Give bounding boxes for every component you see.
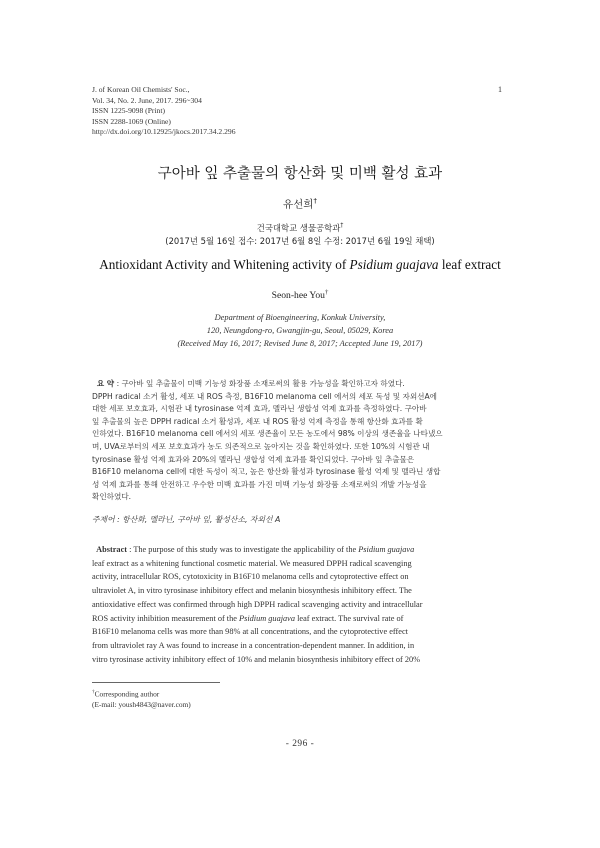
journal-volume: Vol. 34, No. 2. June, 2017. 296~304	[92, 95, 202, 105]
english-author	[0, 289, 600, 301]
korean-affiliation-mark: †	[340, 223, 344, 229]
korean-author	[0, 196, 600, 212]
english-dates: (Received May 16, 2017; Revised June 8, 2017; Accepted June 19, 2017)	[177, 339, 423, 349]
korean-abstract-line: 며, UVA로부터의 세포 보호효과가 농도 의존적으로 높아지는 것을 확인하였다. 또한 10%의 시험관 내	[92, 441, 430, 451]
english-affiliation-line1: Department of Bioengineering, Konkuk University,	[214, 313, 386, 322]
korean-keywords: 주제어 : 항산화, 멜라닌, 구아바 잎, 활성산소, 자외선 A	[92, 515, 281, 524]
korean-abstract-line: 인하였다. B16F10 melanoma cell 에서의 세포 생존율이 모든 농도에서 98% 이상의 생존율을 나타냈으	[92, 429, 443, 439]
english-abstract-line: vitro tyrosinase activity inhibitory effect of 10% and melanin biosynthesis inhibitory effect of 20%	[92, 654, 421, 664]
english-affiliation-block	[0, 311, 600, 351]
english-abstract-line: B16F10 melanoma cells was more than 98% at all concentrations, and the cytoprotective effect	[92, 627, 408, 637]
korean-title: 구아바 잎 추출물의 항산화 및 미백 활성 효과	[157, 166, 443, 182]
page-footer: - 296 -	[285, 739, 315, 749]
korean-abstract-line: tyrosinase 활성 억제 효과와 20%의 멜라닌 생합성 억제 효과를 확인되었다. 구아바 잎 추출물은	[92, 454, 415, 464]
english-author-name: Seon-hee You	[271, 290, 325, 302]
footnote-divider	[92, 682, 220, 683]
english-abstract-label: Abstract	[96, 545, 128, 554]
korean-abstract-line: 확인하였다.	[92, 492, 132, 502]
korean-abstract-line: 요 약 : 구아바 잎 추출물이 미백 기능성 화장품 소재로써의 활용 가능성을 확인하고자 하였다.	[96, 379, 405, 388]
footnote	[92, 687, 191, 710]
korean-author-name: 유선희	[282, 198, 314, 211]
english-title-species: Psidium guajava	[349, 257, 439, 272]
korean-abstract-label: 요 약	[96, 379, 115, 388]
footnote-mark: †	[92, 689, 95, 695]
english-affiliation-line2: 120, Neungdong-ro, Gwangjin-gu, Seoul, 05029, Korea	[206, 326, 394, 336]
korean-affiliation: 건국대학교 생물공학과	[256, 222, 341, 233]
english-author-mark: †	[324, 289, 329, 296]
korean-abstract-line: B16F10 melanoma cell에 대한 독성이 적고, 높은 항산화 활성과 tyrosinase 활성 억제 및 멜라닌 생합	[92, 467, 441, 477]
english-title-pre: Antioxidant Activity and Whitening activity of	[99, 257, 350, 272]
english-abstract-line: Abstract : The purpose of this study was to investigate the applicability of the Psidium guajava	[96, 545, 415, 554]
english-abstract	[92, 543, 508, 666]
journal-name: J. of Korean Oil Chemists' Soc.,	[92, 85, 190, 94]
english-title	[0, 257, 600, 273]
page-index: 1	[498, 85, 502, 94]
korean-abstract-line: DPPH radical 소거 활성, 세포 내 ROS 측정, B16F10 melanoma cell 에서의 세포 독성 및 자외선A에	[92, 391, 438, 401]
english-abstract-line: from ultraviolet ray A was found to increase in a concentration-dependent manner. In addition, in	[92, 640, 415, 650]
korean-affiliation-block	[0, 220, 600, 248]
korean-abstract-line: 성 억제 효과를 통해 안전하고 우수한 미백 효과를 가진 미백 기능성 화장품 소재로써의 개발 가능성을	[92, 479, 427, 489]
english-title-post: leaf extract	[438, 257, 501, 272]
footnote-email: (E-mail: yoush4843@naver.com)	[92, 700, 191, 710]
journal-header	[92, 85, 236, 138]
korean-author-mark: †	[313, 196, 318, 205]
english-abstract-line: activity, intracellular ROS, cytotoxicity in B16F10 melanoma cells and cytoprotective effect on	[92, 572, 409, 582]
english-abstract-line: antioxidative effect was confirmed through high DPPH radical scavenging activity and intracellular	[92, 599, 423, 609]
korean-abstract	[92, 378, 508, 504]
english-abstract-line: ROS activity inhibition measurement of the Psidium guajava leaf extract. The survival rate of	[92, 613, 404, 623]
korean-abstract-line: 대한 세포 보호효과, 시험관 내 tyrosinase 억제 효과, 멜라닌 생합성 억제 효과를 측정하였다. 구아바	[92, 404, 427, 414]
english-abstract-line: leaf extract as a whitening functional cosmetic material. We measured DPPH radical scavenging	[92, 558, 412, 568]
doi-link[interactable]: http://dx.doi.org/10.12925/jkocs.2017.34.2.296	[92, 127, 236, 137]
english-abstract-line: ultraviolet A, in vitro tyrosinase inhibitory effect and melanin biosynthesis inhibitory effect. The	[92, 586, 412, 596]
korean-abstract-line: 잎 추출물의 높은 DPPH radical 소거 활성과, 세포 내 ROS 활성 억제 측정을 통해 항산화 효과를 확	[92, 416, 423, 426]
footnote-label: Corresponding author	[94, 689, 160, 699]
issn-print: ISSN 1225-9098 (Print)	[92, 106, 165, 116]
korean-dates: (2017년 5월 16일 접수: 2017년 6월 8일 수정: 2017년 6월 19일 채택)	[165, 235, 435, 246]
issn-online: ISSN 2288-1069 (Online)	[92, 116, 171, 126]
